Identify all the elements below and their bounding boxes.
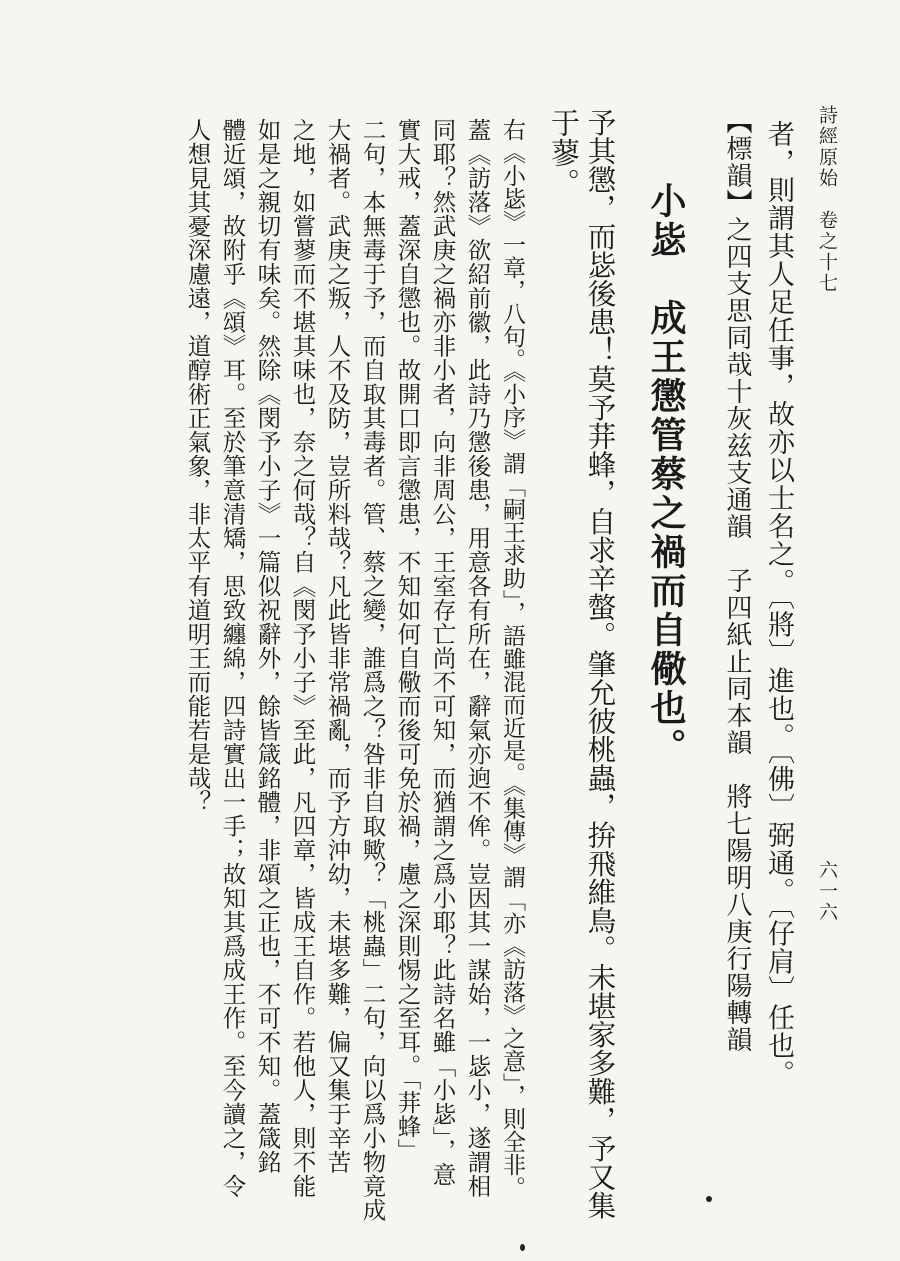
commentary-line: 二句，本無毒于予，而自取其毒者。管、蔡之變，誰爲之？咎非自取歟？「桃蟲」二句，向以爲小物竟成 [358, 118, 387, 1222]
commentary-line: 體近頌，故附乎《頌》耳。至於筆意清矯，思致纏綿，四詩實出一手；故知其爲成王作。至今讀之，令 [218, 118, 247, 1198]
commentary-line: 如是之親切有味矣。然除《閔予小子》一篇似祝辭外，餘皆箴銘體，非頌之正也，不可不知。蓋箴銘 [253, 118, 282, 1174]
page-number: 六一六 [816, 860, 838, 923]
commentary-line: 人想見其憂深慮遠，道醇術正氣象，非太平有道明王而能若是哉？ [183, 118, 212, 814]
commentary-line: 實大戒，蓋深自懲也。故開口即言懲患，不知如何自儆而後可免於禍，慮之深則惕之至耳。「荓蜂」 [393, 118, 422, 1163]
commentary-line: 蓋《訪落》欲紹前徽，此詩乃懲後患，用意各有所在，辭氣亦逈不侔。豈因其一謀始，一毖小，遂謂相 [463, 118, 492, 1198]
scan-speck [520, 1244, 525, 1251]
poem-text-line-1: 予其懲，而毖後患！莫予荓蜂，自求辛螫。肇允彼桃蟲，拚飛維鳥。未堪家多難，予又集 [583, 108, 617, 1220]
poem-text-line-2: 于蓼。 [547, 108, 581, 198]
commentary-line: 大禍者。武庚之叛，人不及防，豈所料哉？凡此皆非常禍亂，而予方沖幼，未堪多難，偏又集于辛苦 [323, 118, 352, 1174]
commentary-line: 之地，如嘗蓼而不堪其味也，奈之何哉？自《閔予小子》至此，凡四章，皆成王自作。若他人，則不能 [288, 118, 317, 1198]
rhyme-annotation: 【標韻】之四支思同哉十灰兹支通韻 子四紙止同本韻 將七陽明八庚行陽轉韻 [722, 108, 752, 1053]
book-title-header: 詩經原始 卷之十七 [816, 105, 838, 294]
commentary-line: 同耶？然武庚之禍亦非小者，向非周公，王室存亡尚不可知，而猶謂之爲小耶？此詩名雖「小毖」，意 [428, 118, 457, 1187]
previous-notes-tail: 者，則謂其人足任事，故亦以士名之。〔將〕進也。〔佛〕弼通。〔仔肩〕任也。 [763, 120, 794, 1088]
scan-speck [706, 1196, 712, 1202]
poem-title: 小毖 成王懲管蔡之禍而自儆也。 [645, 182, 687, 767]
commentary-line: 右《小毖》一章，八句。《小序》謂「嗣王求助」，語雖混而近是。《集傳》謂「亦《訪落》之意」，則全非。 [499, 118, 525, 1199]
